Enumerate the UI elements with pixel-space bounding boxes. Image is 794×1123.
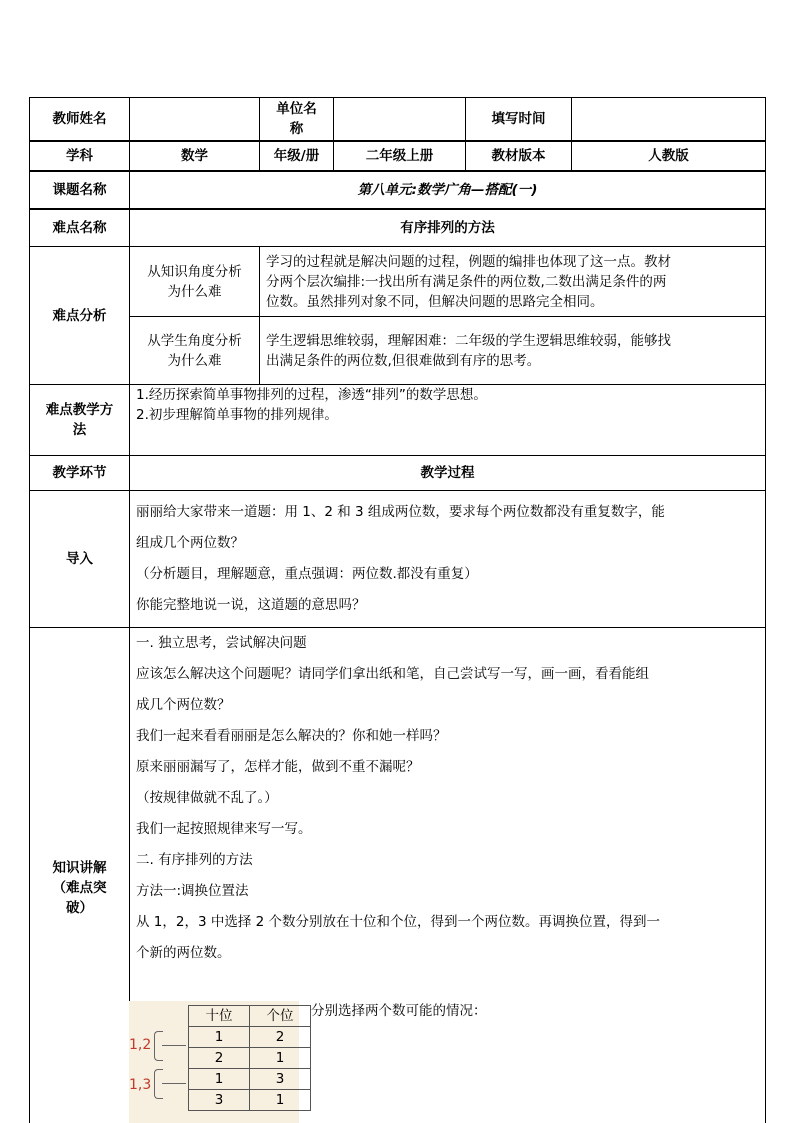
header-row-1	[30, 98, 766, 141]
digit-row	[189, 1069, 311, 1090]
lesson-plan-table	[29, 97, 766, 1123]
grade-value: 二年级上册	[334, 141, 466, 171]
edition-label: 教材版本	[466, 141, 572, 171]
teacher-value[interactable]	[130, 98, 260, 141]
brace-2	[154, 1069, 163, 1099]
subject-label: 学科	[30, 141, 130, 171]
tens-cell: 3	[189, 1090, 250, 1111]
unit-label: 单位名 称	[260, 98, 334, 141]
brace-line-2	[162, 1083, 186, 1084]
analysis-knowledge-row	[30, 247, 766, 317]
intro-label: 导入	[30, 491, 130, 628]
topic-value: 第八单元:数学广角—搭配(一)	[130, 171, 766, 209]
difficulty-value: 有序排列的方法	[130, 209, 766, 247]
analysis-label: 难点分析	[30, 247, 130, 385]
subject-value: 数学	[130, 141, 260, 171]
unit-value[interactable]	[334, 98, 466, 141]
edition-value: 人教版	[572, 141, 766, 171]
topic-label: 课题名称	[30, 171, 130, 209]
tens-cell: 1	[189, 1069, 250, 1090]
tens-header: 十位	[189, 1006, 250, 1027]
knowledge-angle-text: 学习的过程就是解决问题的过程，例题的编排也体现了这一点。教材 分两个层次编排:一找出所有满足条件的两位数,二数出满足条件的两 位数。虽然排列对象不同，但解决问题的思路完全相同。	[260, 247, 766, 317]
method-text: 1.经历探索简单事物排列的过程，渗透“排列”的数学思想。 2.初步理解简单事物的排列规律。	[130, 385, 766, 456]
ones-cell: 3	[250, 1069, 311, 1090]
digit-row	[189, 1090, 311, 1111]
teacher-label: 教师姓名	[30, 98, 130, 141]
ones-header: 个位	[250, 1006, 311, 1027]
analysis-student-row	[30, 317, 766, 385]
ones-cell: 1	[250, 1048, 311, 1069]
grade-label: 年级/册	[260, 141, 334, 171]
difficulty-label: 难点名称	[30, 209, 130, 247]
tens-cell: 1	[189, 1027, 250, 1048]
topic-row	[30, 171, 766, 209]
process-step-label: 教学环节	[30, 456, 130, 491]
student-angle-label: 从学生角度分析 为什么难	[130, 317, 260, 385]
date-label: 填写时间	[466, 98, 572, 141]
pair-label-2: 1,3	[129, 1077, 152, 1093]
tens-cell: 2	[189, 1048, 250, 1069]
permutation-figure	[129, 1001, 759, 1121]
difficulty-row	[30, 209, 766, 247]
date-value[interactable]	[572, 98, 766, 141]
knowledge-angle-label: 从知识角度分析 为什么难	[130, 247, 260, 317]
brace-1	[154, 1031, 163, 1061]
pair-label-1: 1,2	[129, 1037, 152, 1053]
knowledge-label: 知识讲解 （难点突 破）	[30, 628, 130, 1123]
intro-row	[30, 491, 766, 628]
knowledge-text: 一. 独立思考，尝试解决问题 应该怎么解决这个问题呢？请同学们拿出纸和笔，自己尝试写一写，画一画，看看能组 成几个两位数？ 我们一起来看看丽丽是怎么解决的？你和她一样吗？ 原来丽丽漏写了，怎样才能，做到不重不漏呢？ （按规律做就不乱了。） 我们一起按照规律来写一写。 二. 有序排列的方法 方法一:调换位置法 从 1，2，3 中选择 2 个数分别放在十位和个位，得到一个两位数。再调换位置，得到一 个新的两位数。 1,2 1,3 十位 个位 1 2 2 1 1 3 3 1 分别选择两个数可能的情况：	[130, 628, 766, 1123]
digit-row	[189, 1027, 311, 1048]
student-angle-text: 学生逻辑思维较弱，理解困难：二年级的学生逻辑思维较弱，能够找 出满足条件的两位数,但很难做到有序的思考。	[260, 317, 766, 385]
method-row	[30, 385, 766, 456]
ones-cell: 2	[250, 1027, 311, 1048]
intro-text: 丽丽给大家带来一道题：用 1、2 和 3 组成两位数，要求每个两位数都没有重复数字，能 组成几个两位数？ （分析题目，理解题意，重点强调：两位数.都没有重复） 你能完整地说一说，这道题的意思吗？	[130, 491, 766, 628]
process-label: 教学过程	[130, 456, 766, 491]
method-label: 难点教学方 法	[30, 385, 130, 456]
digit-row	[189, 1048, 311, 1069]
process-header-row	[30, 456, 766, 491]
ones-cell: 1	[250, 1090, 311, 1111]
figure-caption: 分别选择两个数可能的情况：	[311, 1003, 487, 1019]
knowledge-row	[30, 628, 766, 1123]
digit-table-header	[189, 1006, 311, 1027]
digit-table	[188, 1005, 311, 1111]
brace-line-1	[162, 1045, 186, 1046]
header-row-2	[30, 141, 766, 171]
